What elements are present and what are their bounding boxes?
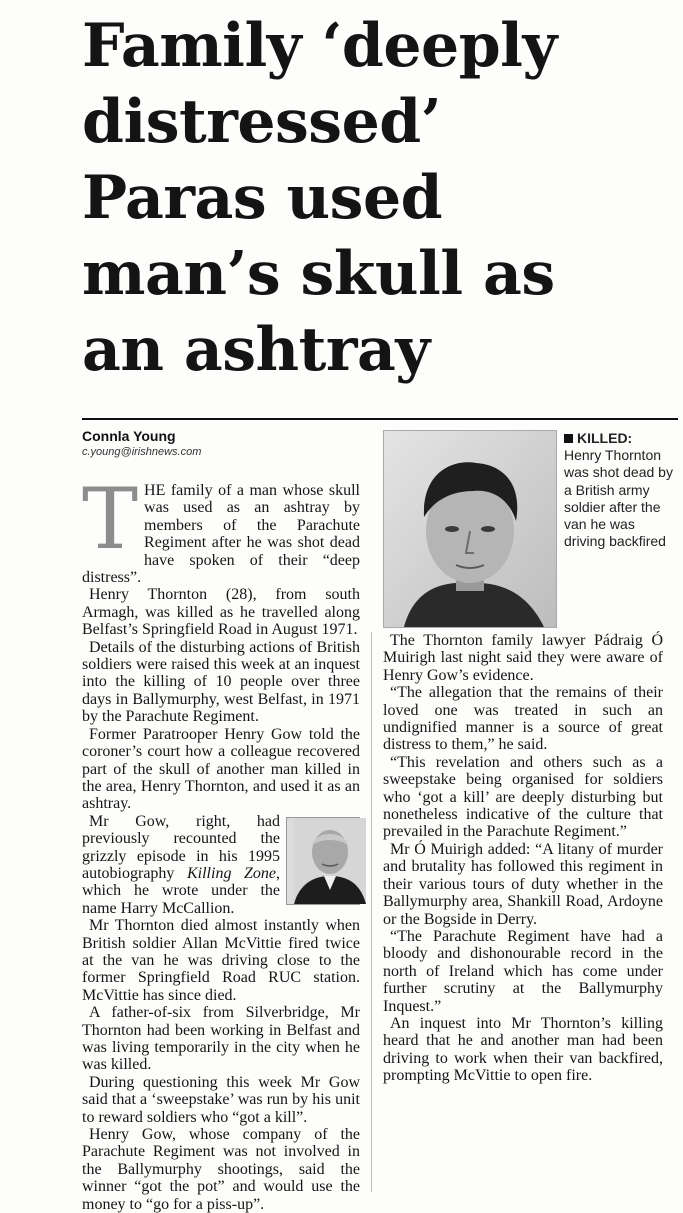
portrait-photo-henry-thornton (383, 430, 557, 628)
photo-caption (564, 430, 676, 550)
article-paragraph (82, 813, 360, 917)
article-paragraph: Henry Gow, whose company of the Parachute Regiment was not involved in the Ballymurphy shootings, said the winner “got the pot” and would use the money to “go for a piss-up”. (82, 1126, 360, 1213)
article-paragraph: Henry Thornton (28), from south Armagh, was killed as he travelled along Belfast’s Springfield Road in August 1971. (82, 586, 360, 639)
byline-author: Connla Young (82, 428, 176, 444)
inset-photo-henry-gow (286, 817, 360, 905)
article-column-2 (383, 632, 663, 1194)
article-paragraph: The Thornton family lawyer Pádraig Ó Muirigh last night said they were aware of Henry Gow’s evidence. (383, 632, 663, 684)
article-paragraph: “This revelation and others such as a sweepstake being organised for soldiers who ‘got a kill’ are deeply disturbing but nonetheless indicative of the culture that prevailed in the Parachute Regiment.” (383, 753, 663, 841)
byline-email: c.young@irishnews.com (82, 446, 202, 458)
article-paragraph: An inquest into Mr Thornton’s killing heard that he and another man had been driving to work when their van backfired, prompting McVittie to open fire. (383, 1014, 663, 1085)
paragraph-text: , which he wrote under the name Harry McCallion. (82, 864, 280, 917)
book-title: Killing Zone (186, 864, 276, 882)
article-paragraph: “The allegation that the remains of their loved one was treated in such an undignified manner is a source of great distress to them,” he said. (383, 684, 663, 754)
article-paragraph: Mr Ó Muirigh added: “A litany of murder and brutality has followed this regiment in their various tours of duty whether in the Ballymurphy area, Shankill Road, Ardoyne or the Bogside in Derry. (383, 840, 663, 928)
paragraph-text: Mr Gow, right, had previously recounted the grizzly episode in his 1995 autobiography (82, 812, 280, 882)
drop-cap: T (82, 470, 139, 568)
article-column-1 (82, 470, 360, 1213)
inset-portrait-illustration (294, 818, 366, 904)
article-paragraph: “The Parachute Regiment have had a bloody and dishonourable record in the north of Ireland which has come under further scrutiny at the Ballymurphy Inquest.” (383, 927, 663, 1015)
article-paragraph: A father-of-six from Silverbridge, Mr Thornton had been working in Belfast and was living temporarily in the city when he was killed. (82, 1004, 360, 1074)
portrait-illustration (384, 431, 556, 627)
caption-label (564, 430, 676, 447)
article-paragraph: Details of the disturbing actions of British soldiers were raised this week at an inquest into the killing of 10 people over three days in Ballymurphy, west Belfast, in 1971 by the Parachute Regiment. (82, 638, 360, 726)
caption-bullet (564, 434, 573, 443)
headline: Family ‘deeply distressed’ Paras used man’s skull as an ashtray (82, 11, 557, 385)
paragraph-text: HE family of a man whose skull was used as an ashtray by members of the Parachute Regiment after he was shot dead have spoken of their “deep distress”. (82, 482, 360, 587)
column-divider (371, 632, 372, 1192)
headline-rule (82, 418, 678, 420)
article-paragraph: Mr Thornton died almost instantly when British soldier Allan McVittie fired twice at the van he was driving close to the former Springfield Road RUC station. McVittie has since died. (82, 917, 360, 1004)
caption-label-text: KILLED: (577, 430, 633, 446)
article-paragraph: During questioning this week Mr Gow said that a ‘sweepstake’ was run by his unit to reward soldiers who “got a kill”. (82, 1073, 360, 1126)
article-paragraph (82, 470, 360, 587)
caption-text: Henry Thornton was shot dead by a British army soldier after the van he was driving backfired (564, 447, 673, 550)
article-paragraph: Former Paratrooper Henry Gow told the coroner’s court how a colleague recovered part of the skull of another man killed in the area, Henry Thornton, and used it as an ashtray. (82, 725, 360, 813)
